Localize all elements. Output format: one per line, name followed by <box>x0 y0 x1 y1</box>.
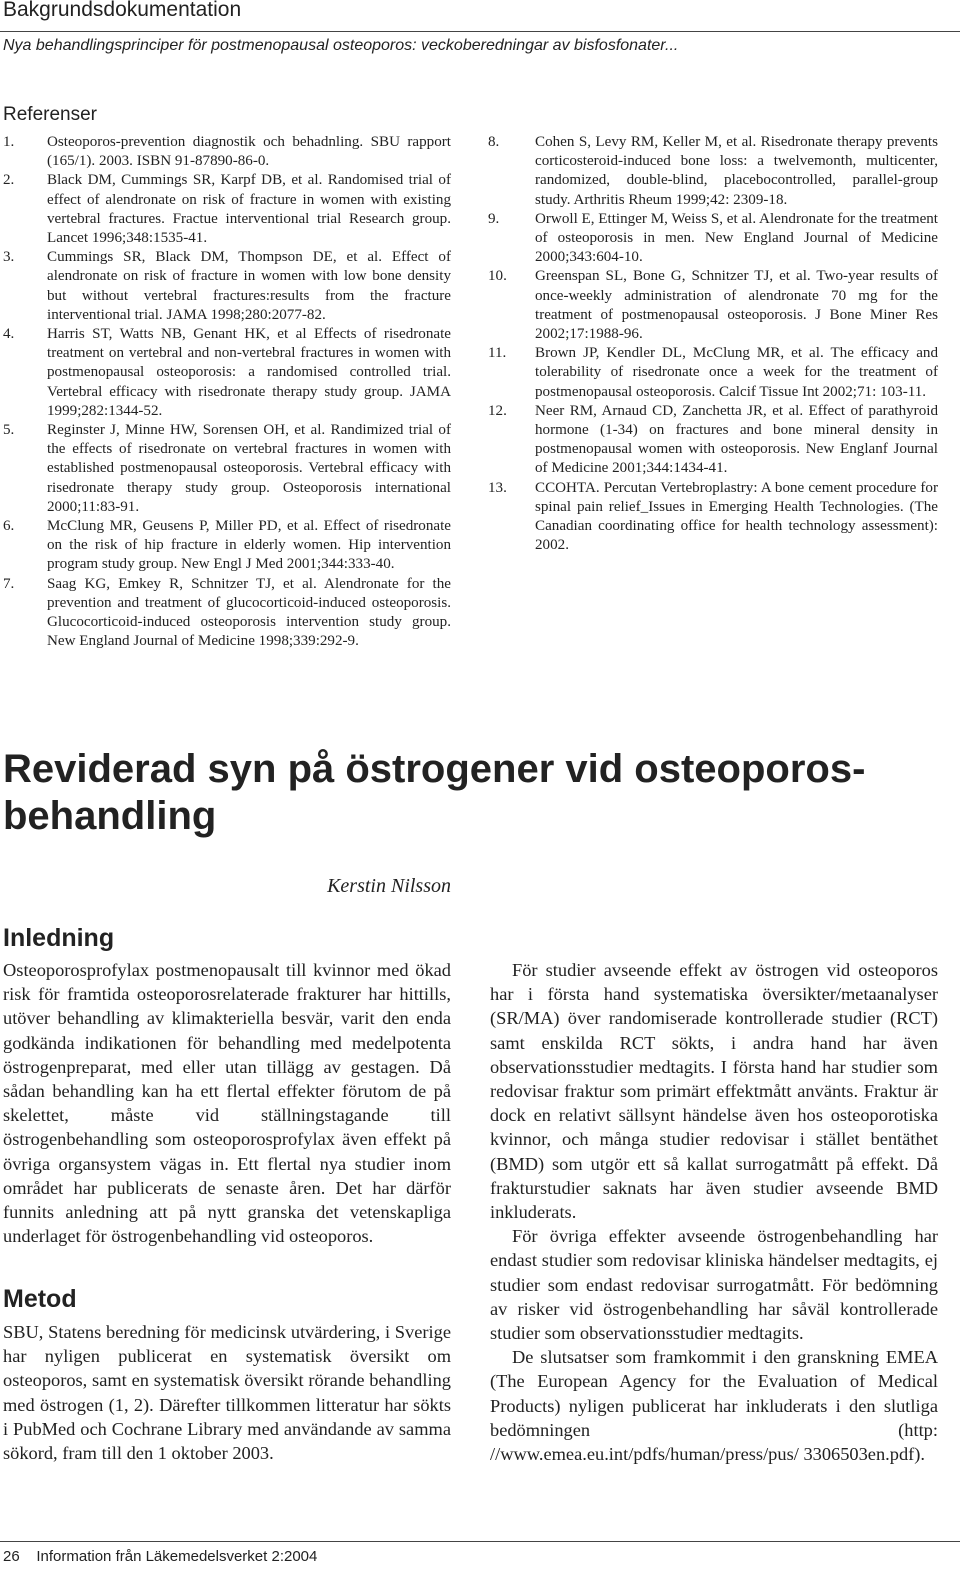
reference-item <box>3 248 451 325</box>
reference-number: 8. <box>488 134 500 150</box>
reference-text: McClung MR, Geusens P, Miller PD, et al. Effect of risedronate on the risk of hip fracture in elderly women. Hip intervention program study group. New Engl J Med 2001;344:333-40. <box>47 518 451 573</box>
page-footer <box>3 1548 317 1565</box>
reference-number: 1. <box>3 134 15 150</box>
reference-text: Neer RM, Arnaud CD, Zanchetta JR, et al. Effect of parathyroid hormone (1-34) on fractures and bone mineral density in postmenopausal women with osteoporosis. New Englanf Journal of Medicine 2001;344:1434-41. <box>535 402 938 477</box>
reference-text: Osteoporos-prevention diagnostik och behadnling. SBU rapport (165/1). 2003. ISBN 91-87890-86-0. <box>47 134 451 170</box>
reference-number: 2. <box>3 172 15 189</box>
reference-text: Harris ST, Watts NB, Genant HK, et al Effects of risedronate treatment on vertebral and non-vertebral fractures in women with postmenopausal osteoporosis: a randomised controlled trial. Vertebral efficacy with risedronate therapy study group. JAMA 1999;282:1344-52. <box>47 326 451 419</box>
reference-text: Orwoll E, Ettinger M, Weiss S, et al. Alendronate for the treatment of osteoporosis in men. New England Journal of Medicine 2000;343:604-10. <box>535 210 939 266</box>
metod-text <box>3 1320 451 1465</box>
article-right-column <box>490 958 938 1466</box>
reference-item <box>488 344 938 402</box>
page-number: 26 <box>3 1548 20 1565</box>
reference-text: Greenspan SL, Bone G, Schnitzer TJ, et al. Two-year results of once-weekly administration of alendronate 70 mg for the treatment of postmenopausal osteoporosis. J Bone Miner Res 2002;17:1988-96. <box>535 268 938 343</box>
section-heading-inledning: Inledning <box>3 924 115 952</box>
inledning-text <box>3 958 451 1248</box>
article-author: Kerstin Nilsson <box>327 875 451 897</box>
paragraph: Osteoporosprofylax postmenopausalt till kvinnor med ökad risk för framtida osteoporosrelaterade frakturer har hittills, utöver behandling av klimakteriella besvär, varit den enda godkända indikationen för behandling med medelpotenta östrogenpreparat, med eller utan tillägg av gestagen. Då sådan behandling kan ha ett flertal effekter förutom de på skelettet, måste vid ställningstagande till östrogenbehandling som osteoporosprofylax även effekt på övriga organsystem vägas in. Ett flertal nya studier inom området har publicerats de senaste åren. Det har därför funnits anledning att på nytt granska det vetenskapliga underlaget för östrogenbehandling vid osteoporos. <box>3 960 451 1247</box>
reference-number: 11. <box>488 345 507 362</box>
paragraph: För studier avseende effekt av östrogen vid osteoporos har i första hand systematiska översikter/metaanalyser (SR/MA) över randomiserade kontrollerade studier (RCT) samt enskilda RCT sökts, i andra hand har även observationsstudier medtagits. I första hand har studier som redovisar fraktur som primärt effektmått använts. Fraktur är dock en relativt sällsynt händelse även hos osteoporotiska kvinnor, och många studier redovisar i stället bentäthet (BMD) som utgör ett så kallat surrogatmått på effekt. Då frakturstudier saknats har även studier avseende BMD inkluderats. <box>490 960 938 1223</box>
reference-text: Brown JP, Kendler DL, McClung MR, et al. The efficacy and tolerability of risedronate once a week for the treatment of postmenopausal osteoporosis. Calcif Tissue Int 2002;71: 103-11. <box>535 345 938 400</box>
section-header: Bakgrundsdokumentation <box>3 0 242 21</box>
document-subtitle: Nya behandlingsprinciper för postmenopausal osteoporos: veckoberedningar av bisfosfonater... <box>3 37 679 54</box>
reference-item <box>488 267 938 344</box>
publication-name: Information från Läkemedelsverket 2:2004 <box>36 1548 318 1565</box>
reference-number: 10. <box>488 268 507 285</box>
reference-number: 13. <box>488 479 507 496</box>
reference-item <box>488 210 938 268</box>
reference-item <box>3 325 451 421</box>
paragraph: SBU, Statens beredning för medicinsk utvärdering, i Sverige har nyligen publicerat en systematisk översikt om osteoporos, samt en systematisk översikt rörande behandling med östrogen (1, 2). Därefter tillkommen litteratur har sökts i PubMed och Cochrane Library med användande av samma sökord, fram till den 1 oktober 2003. <box>3 1322 451 1464</box>
references-left-column <box>3 133 451 651</box>
reference-number: 5. <box>3 422 15 439</box>
reference-number: 4. <box>3 326 15 343</box>
reference-item <box>3 575 451 652</box>
section-heading-metod: Metod <box>3 1285 77 1313</box>
reference-text: Cohen S, Levy RM, Keller M, et al. Risedronate therapy prevents corticosteroid-induced bone loss: a twelvemonth, multicenter, randomized, double-blind, placebocontrolled, parallel-group study. Arthritis Rheum 1999;42: 2309-18. <box>535 134 938 208</box>
reference-item <box>488 133 938 210</box>
reference-item <box>3 133 451 171</box>
reference-number: 9. <box>488 210 500 227</box>
reference-text: Reginster J, Minne HW, Sorensen OH, et al. Randimized trial of the effects of risedronate on vertebral fractures in women with established postmenopausal osteoporosis. Vertebral efficacy with risedronate therapy study group. Osteoporosis international 2000;11:83-91. <box>47 422 451 515</box>
footer-divider <box>0 1541 960 1542</box>
reference-item <box>488 479 938 556</box>
article-title: Reviderad syn på östrogener vid osteoporos-behandling <box>3 747 866 838</box>
reference-number: 6. <box>3 518 15 535</box>
reference-item <box>3 517 451 575</box>
reference-item <box>488 402 938 479</box>
reference-item <box>3 171 451 248</box>
reference-text: Black DM, Cummings SR, Karpf DB, et al. Randomised trial of effect of alendronate on risk of fracture in women with existing vertebral fractures. Fractue interventional trial Research group. Lancet 1996;348:1535-41. <box>47 172 451 247</box>
paragraph: De slutsatser som framkommit i den granskning EMEA (The European Agency for the Evaluation of Medical Products) nyligen publicerat har inkluderats i den slutliga bedömningen (http: //www.emea.eu.int/pdfs/human/press/pus/ 3306503en.pdf). <box>490 1347 938 1465</box>
references-right-column <box>488 133 938 555</box>
reference-number: 3. <box>3 249 15 266</box>
reference-text: Saag KG, Emkey R, Schnitzer TJ, et al. Alendronate for the prevention and treatment of glucocorticoid-induced osteoporosis. Glucocorticoid-induced osteoporosis intervention study group. New England Journal of Medicine 1998;339:292-9. <box>47 575 451 650</box>
reference-number: 12. <box>488 402 507 419</box>
reference-text: Cummings SR, Black DM, Thompson DE, et al. Effect of alendronate on risk of fracture in women with low bone density but without vertebral fractures:results from the fracture interventional trial. JAMA 1998;280:2077-82. <box>47 249 451 323</box>
reference-text: CCOHTA. Percutan Vertebroplastry: A bone cement procedure for spinal pain relief_Issues in Emerging Health Technologies. (The Canadian coordinating office for health technology assessment): 2002. <box>535 479 938 554</box>
paragraph: För övriga effekter avseende östrogenbehandling har endast studier som redovisar kliniska händelser medtagits, ej studier som endast redovisar surrogatmått. För bedömning av risker vid östrogenbehandling har såväl kontrollerade studier som observationsstudier medtagits. <box>490 1226 938 1344</box>
reference-item <box>3 421 451 517</box>
header-divider <box>0 31 960 32</box>
reference-number: 7. <box>3 575 15 592</box>
references-heading: Referenser <box>3 104 97 125</box>
